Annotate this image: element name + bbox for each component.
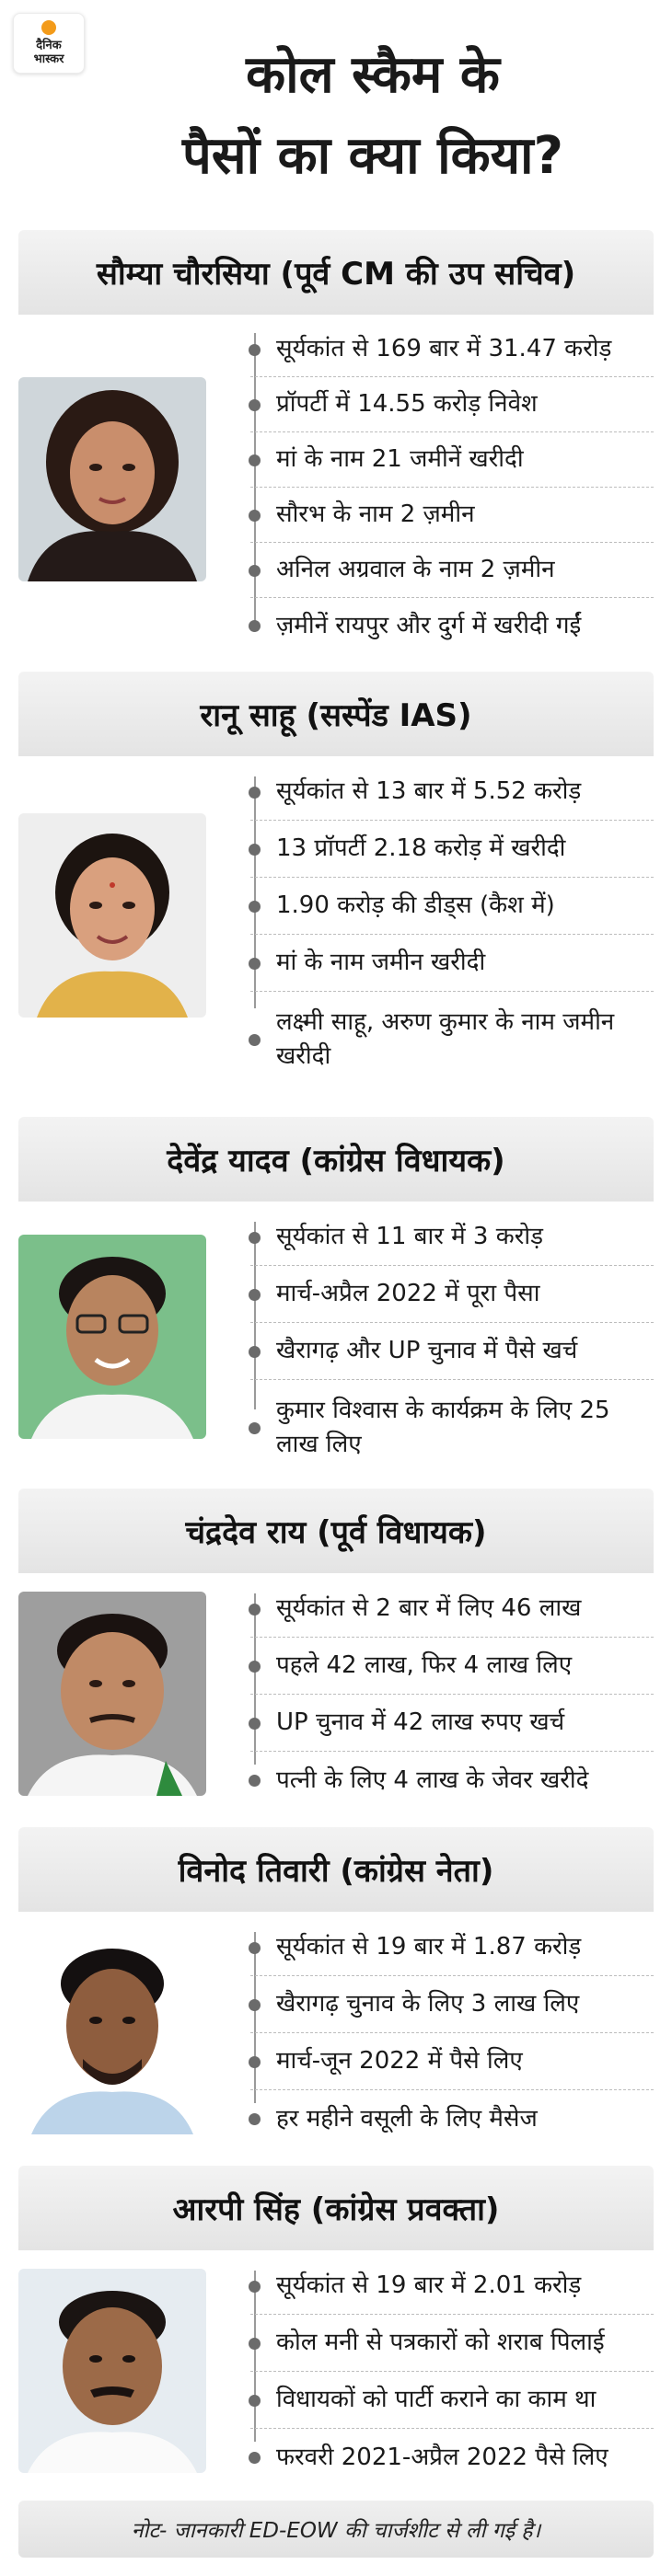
list-item: ज़मीनें रायपुर और दुर्ग में खरीदी गईं: [250, 598, 654, 651]
bullet-list: [250, 2258, 654, 2486]
section-header: सौम्या चौरसिया (पूर्व CM की उप सचिव): [18, 230, 654, 315]
bullet-list: [250, 1209, 654, 1476]
logo-line1: दैनिक: [36, 39, 62, 52]
bullet-list: [250, 1581, 654, 1809]
list-item: सूर्यकांत से 11 बार में 3 करोड़: [250, 1209, 654, 1266]
page-title: [92, 35, 654, 197]
portrait-photo: [18, 813, 206, 1018]
list-item: पत्नी के लिए 4 लाख के जेवर खरीदे: [250, 1752, 654, 1809]
list-item: विधायकों को पार्टी कराने का काम था: [250, 2372, 654, 2429]
portrait-man-icon: [18, 2269, 206, 2473]
list-item: पहले 42 लाख, फिर 4 लाख लिए: [250, 1638, 654, 1695]
bullet-list: [250, 1919, 654, 2147]
footnote: नोट- जानकारी ED-EOW की चार्जशीट से ली गई है।: [18, 2501, 654, 2558]
portrait-man-icon: [18, 1930, 206, 2134]
list-item: हर महीने वसूली के लिए मैसेज: [250, 2090, 654, 2147]
bullet-list: [250, 322, 654, 651]
sun-logo-icon: [41, 20, 56, 35]
section-header: चंद्रदेव राय (पूर्व विधायक): [18, 1489, 654, 1573]
section-header: आरपी सिंह (कांग्रेस प्रवक्ता): [18, 2166, 654, 2250]
list-item: कुमार विश्वास के कार्यक्रम के लिए 25 लाख लिए: [250, 1380, 654, 1476]
portrait-woman-icon: [18, 377, 206, 581]
section-card: [18, 230, 654, 651]
list-item: प्रॉपर्टी में 14.55 करोड़ निवेश: [250, 377, 654, 432]
section-header: रानू साहू (सस्पेंड IAS): [18, 672, 654, 756]
section-card: [18, 1117, 654, 1481]
list-item: खैरागढ़ चुनाव के लिए 3 लाख लिए: [250, 1976, 654, 2033]
list-item: कोल मनी से पत्रकारों को शराब पिलाई: [250, 2315, 654, 2372]
list-item: 1.90 करोड़ की डीड्स (कैश में): [250, 878, 654, 935]
list-item: फरवरी 2021-अप्रैल 2022 पैसे लिए: [250, 2429, 654, 2486]
portrait-woman-icon: [18, 813, 206, 1018]
list-item: सूर्यकांत से 19 बार में 1.87 करोड़: [250, 1919, 654, 1976]
section-card: [18, 2166, 654, 2491]
list-item: सूर्यकांत से 13 बार में 5.52 करोड़: [250, 764, 654, 821]
portrait-photo: [18, 377, 206, 581]
portrait-man-icon: [18, 1235, 206, 1439]
list-item: मां के नाम 21 जमीनें खरीदी: [250, 432, 654, 488]
portrait-man-icon: [18, 1592, 206, 1796]
section-card: [18, 1489, 654, 1822]
title-line1: कोल स्कैम के: [246, 45, 500, 105]
dainik-bhaskar-logo: [13, 13, 85, 74]
list-item: मां के नाम जमीन खरीदी: [250, 935, 654, 992]
list-item: लक्ष्मी साहू, अरुण कुमार के नाम जमीन खरीदी: [250, 992, 654, 1087]
list-item: मार्च-अप्रैल 2022 में पूरा पैसा: [250, 1266, 654, 1323]
list-item: अनिल अग्रवाल के नाम 2 ज़मीन: [250, 543, 654, 598]
portrait-photo: [18, 1930, 206, 2134]
list-item: 13 प्रॉपर्टी 2.18 करोड़ में खरीदी: [250, 821, 654, 878]
section-header: देवेंद्र यादव (कांग्रेस विधायक): [18, 1117, 654, 1202]
section-card: [18, 672, 654, 1104]
portrait-photo: [18, 2269, 206, 2473]
list-item: खैरागढ़ और UP चुनाव में पैसे खर्च: [250, 1323, 654, 1380]
list-item: सूर्यकांत से 2 बार में लिए 46 लाख: [250, 1581, 654, 1638]
section-header: विनोद तिवारी (कांग्रेस नेता): [18, 1827, 654, 1912]
title-line2: पैसों का क्या किया?: [181, 126, 564, 186]
list-item: UP चुनाव में 42 लाख रुपए खर्च: [250, 1695, 654, 1752]
logo-line2: भास्कर: [33, 52, 64, 66]
bullet-list: [250, 764, 654, 1087]
portrait-photo: [18, 1592, 206, 1796]
list-item: मार्च-जून 2022 में पैसे लिए: [250, 2033, 654, 2090]
portrait-photo: [18, 1235, 206, 1439]
list-item: सौरभ के नाम 2 ज़मीन: [250, 488, 654, 543]
list-item: सूर्यकांत से 19 बार में 2.01 करोड़: [250, 2258, 654, 2315]
list-item: सूर्यकांत से 169 बार में 31.47 करोड़: [250, 322, 654, 377]
section-card: [18, 1827, 654, 2160]
